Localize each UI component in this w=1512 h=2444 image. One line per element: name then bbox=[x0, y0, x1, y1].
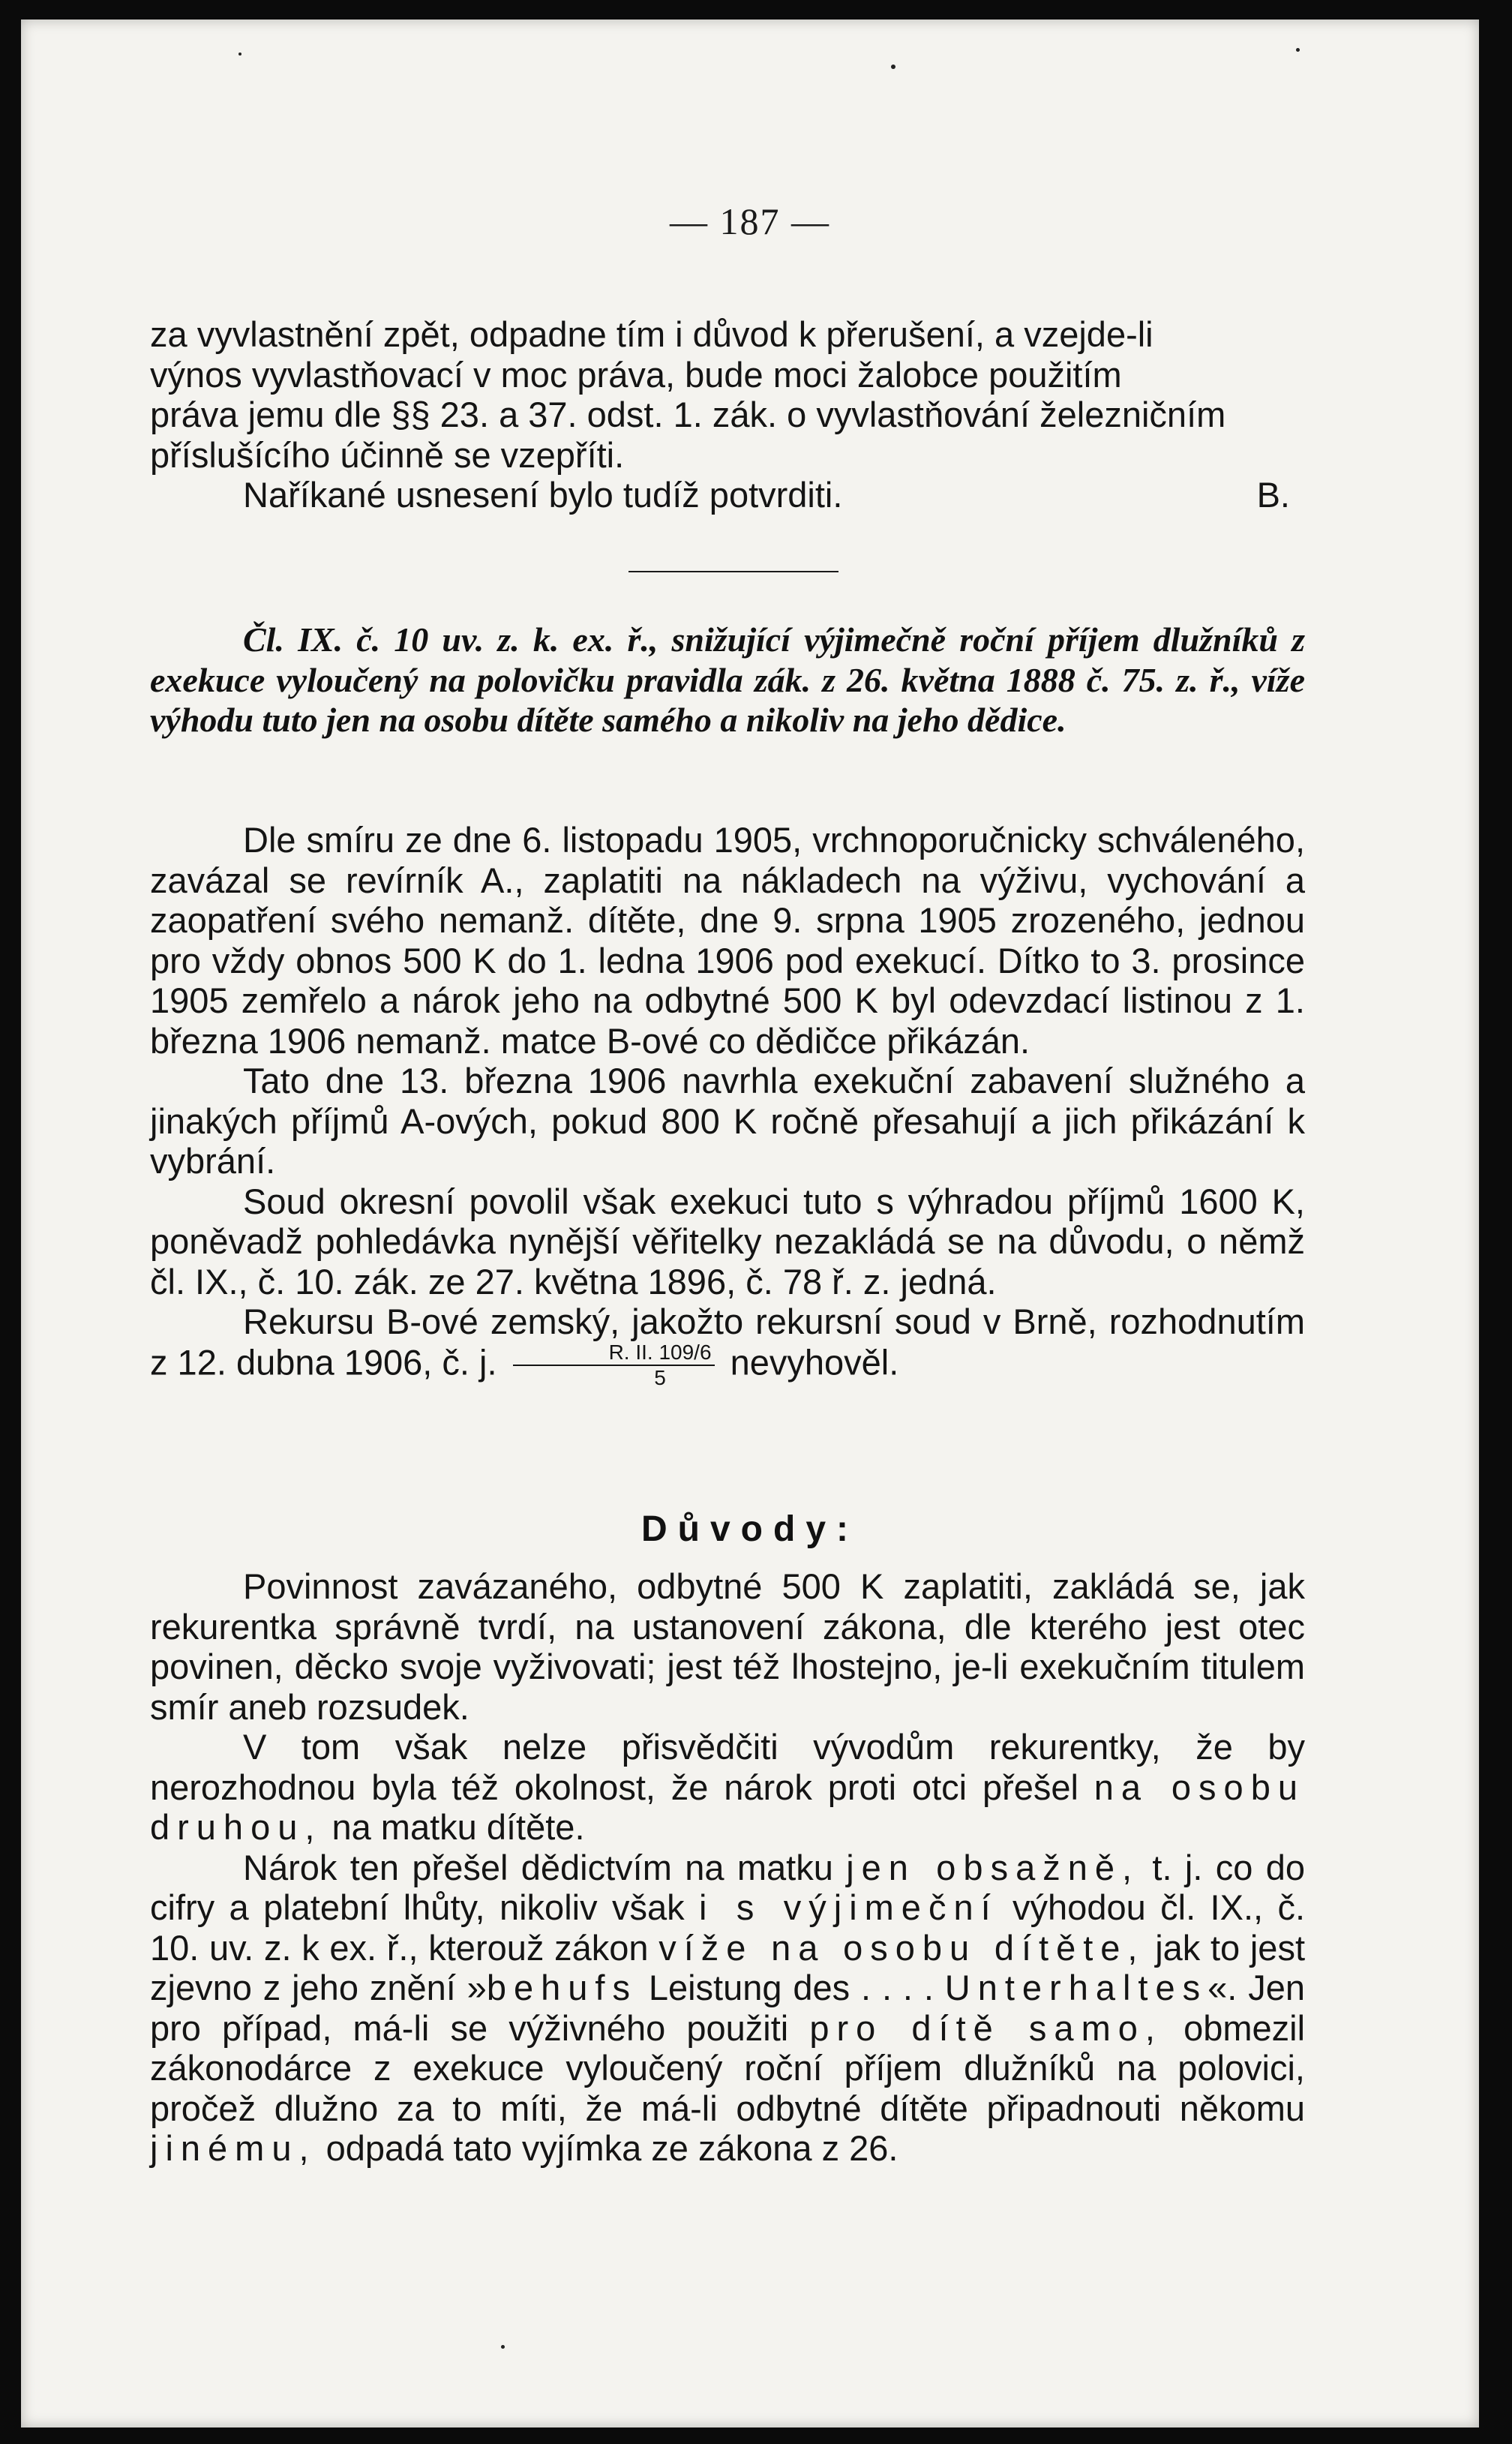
case-number-fraction bbox=[513, 1342, 715, 1389]
grounds-paragraph-1: Povinnost zavázaného, odbytné 500 K zaplatiti, zakládá se, jak rekurentka správně tvrdí, na ustanovení zákona, dle kterého jest otec povinen, děcko svoje vyživovati; jest též lhostejno, je-li exekučním titulem smír aneb rozsudek. bbox=[150, 1566, 1305, 1727]
p3-emphasis-j: Unterhaltes bbox=[944, 1968, 1208, 2007]
paper-speck bbox=[501, 2345, 505, 2349]
p3-text-a: Nárok ten přešel dědictvím na matku bbox=[243, 1847, 833, 1887]
page-number: — 187 — bbox=[670, 200, 830, 242]
paper-speck bbox=[891, 65, 896, 69]
top-paragraph bbox=[150, 314, 1305, 515]
closing-sentence: Naříkané usnesení bylo tudíž potvrditi. bbox=[243, 475, 843, 515]
p3-emphasis-n: jinému, bbox=[150, 2128, 316, 2168]
p3-text-o: odpadá tato vyjímka ze zákona z 26. bbox=[326, 2128, 898, 2168]
p3-emphasis-d: i s výjimeční bbox=[699, 1887, 998, 1927]
grounds-title: Důvody: bbox=[641, 1509, 859, 1549]
section-heading bbox=[150, 620, 1305, 740]
p3-text-i: Leistung des . . . . bbox=[648, 1968, 934, 2007]
p3-emphasis-f: víže na osobu dítěte, bbox=[658, 1927, 1145, 1968]
facts-paragraph-2: Tato dne 13. března 1906 navrhla exekuční zabavení služného a jinakých příjmů A-ových, pokud 800 K ročně přesahují a jich přikázání k vybrání. bbox=[150, 1061, 1305, 1181]
p3-emphasis-b: jen obsažně, bbox=[846, 1847, 1140, 1887]
recourse-text-after: nevyhověl. bbox=[730, 1341, 899, 1382]
document-page bbox=[21, 20, 1479, 2427]
p3-text-c: t. j. co do cifry a platební lhůty, nikoliv však bbox=[150, 1847, 1305, 1927]
p3-emphasis-h: behufs bbox=[486, 1968, 638, 2007]
paper-speck bbox=[1296, 48, 1300, 52]
facts-section bbox=[150, 820, 1305, 1389]
fraction-denominator: 5 bbox=[654, 1365, 666, 1389]
top-line-2: výnos vyvlastňovací v moc práva, bude moci žalobce použitím bbox=[150, 354, 1122, 395]
top-line-3: práva jemu dle §§ 23. a 37. odst. 1. zák. o vyvlastňování železničním bbox=[150, 395, 1226, 434]
p3-text-m: obmezil zákonodárce z exekuce vyloučený roční příjem dlužníků na polovici, pročež dlužno za to míti, že má-li odbytné dítěte připadnouti někomu bbox=[150, 2007, 1306, 2128]
grounds-paragraph-3 bbox=[150, 1848, 1305, 2169]
grounds-paragraph-2 bbox=[150, 1727, 1305, 1848]
recourse-paragraph bbox=[150, 1302, 1305, 1389]
signature: B. bbox=[1256, 475, 1290, 515]
p3-text-g: jak to jest zjevno z jeho znění » bbox=[150, 1927, 1305, 2007]
top-line-4: příslušícího účinně se vzepříti. bbox=[150, 434, 625, 475]
facts-paragraph-3: Soud okresní povolil však exekuci tuto s výhradou příjmů 1600 K, poněvadž pohledávka nynější věřitelky nezakládá se na důvodu, o němž čl. IX., č. 10. zák. ze 27. května 1896, č. 78 ř. z. jedná. bbox=[150, 1181, 1305, 1302]
facts-paragraph-1: Dle smíru ze dne 6. listopadu 1905, vrchnoporučnicky schváleného, zavázal se revírník A., zaplatiti na nákladech na výživu, vychování a zaopatření svého nemanž. dítěte, dne 9. srpna 1905 zrozeného, jednou pro vždy obnos 500 K do 1. ledna 1906 pod exekucí. Dítko to 3. prosince 1905 zemřelo a nárok jeho na odbytné 500 K byl odevzdací listinou z 1. března 1906 nemanž. matce B-ové co dědičce přikázán. bbox=[150, 820, 1305, 1061]
p3-emphasis-l: pro dítě samo, bbox=[809, 2007, 1162, 2048]
recourse-text-before: Rekursu B-ové zemský, jakožto rekursní soud v Brně, rozhodnutím z 12. dubna 1906, č. j. bbox=[150, 1302, 1305, 1382]
p3-text-e: výhodou čl. IX., č. 10. uv. z. k ex. ř., kterouž zákon bbox=[150, 1887, 1306, 1968]
section-divider bbox=[628, 571, 838, 572]
p2-emphasis: na osobu druhou, bbox=[150, 1767, 1305, 1847]
p2-text-c: na matku dítěte. bbox=[332, 1807, 585, 1847]
p3-text-k: «. Jen pro případ, má-li se výživného použiti bbox=[150, 1968, 1305, 2048]
top-line-1: za vyvlastnění zpět, odpadne tím i důvod k přerušení, a vzejde-li bbox=[150, 314, 1154, 354]
grounds-section bbox=[150, 1566, 1305, 2169]
paper-speck bbox=[238, 53, 242, 56]
heading-text: Čl. IX. č. 10 uv. z. k. ex. ř., snižující výjimečně roční příjem dlužníků z exekuce vyloučený na polovičku pravidla zák. z 26. května 1888 č. 75. z. ř., víže výhodu tuto jen na osobu dítěte samého a nikoliv na jeho dědice. bbox=[150, 620, 1305, 739]
closing-line bbox=[150, 475, 1305, 515]
fraction-numerator: R. II. 109/6 bbox=[513, 1342, 715, 1366]
p2-text-a: V tom však nelze přisvědčiti vývodům rekurentky, že by nerozhodnou byla též okolnost, že nárok proti otci přešel bbox=[150, 1727, 1305, 1807]
